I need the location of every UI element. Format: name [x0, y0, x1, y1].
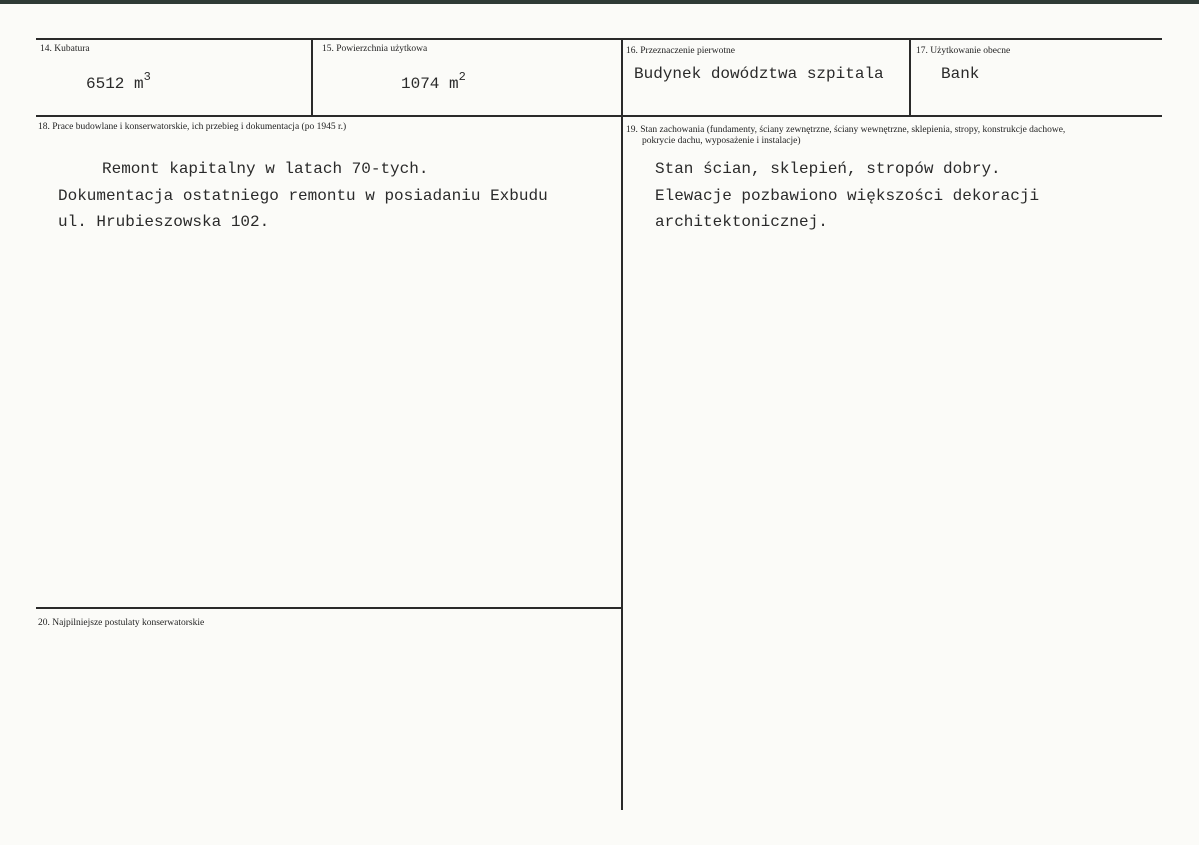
rule-v1 — [311, 38, 313, 117]
area-exponent: 2 — [458, 70, 466, 84]
field-19-label-line2: pokrycie dachu, wyposażenie i instalacje) — [642, 136, 801, 146]
area-value: 1074 m — [401, 75, 459, 93]
field-18-line: Remont kapitalny w latach 70-tych. — [102, 160, 429, 178]
field-17-label: 17. Użytkowanie obecne — [916, 46, 1011, 56]
field-14-value — [86, 70, 151, 93]
rule-row2-bottom-left — [36, 607, 623, 609]
field-14-label: 14. Kubatura — [40, 44, 90, 54]
field-18-label: 18. Prace budowlane i konserwatorskie, ich przebieg i dokumentacja (po 1945 r.) — [38, 122, 347, 132]
field-19-line: Stan ścian, sklepień, stropów dobry. — [655, 160, 1001, 178]
field-19-line: Elewacje pozbawiono większości dekoracji — [655, 186, 1040, 205]
field-16-value: Budynek dowództwa szpitala — [634, 65, 884, 83]
record-card — [0, 4, 1199, 845]
field-15-value — [401, 70, 466, 93]
rule-v3 — [909, 38, 911, 117]
field-17-value: Bank — [941, 65, 980, 83]
field-18-line: ul. Hrubieszowska 102. — [58, 213, 270, 231]
field-19-label — [626, 125, 1065, 147]
kubatura-exponent: 3 — [143, 70, 151, 84]
field-18-text — [58, 156, 548, 236]
kubatura-value: 6512 m — [86, 75, 144, 93]
field-20-label: 20. Najpilniejsze postulaty konserwatorskie — [38, 618, 205, 628]
rule-row1-bottom — [36, 115, 1162, 117]
field-15-label: 15. Powierzchnia użytkowa — [322, 44, 428, 54]
field-19-label-line1: 19. Stan zachowania (fundamenty, ściany zewnętrzne, ściany wewnętrzne, sklepienia, stropy, konstrukcje dachowe, — [626, 125, 1066, 135]
rule-v2 — [621, 38, 623, 810]
rule-top — [36, 38, 1162, 40]
field-19-line: architektonicznej. — [655, 213, 828, 231]
field-18-line: Dokumentacja ostatniego remontu w posiadaniu Exbudu — [58, 186, 548, 205]
field-19-text — [655, 156, 1039, 236]
field-16-label: 16. Przeznaczenie pierwotne — [626, 46, 735, 56]
